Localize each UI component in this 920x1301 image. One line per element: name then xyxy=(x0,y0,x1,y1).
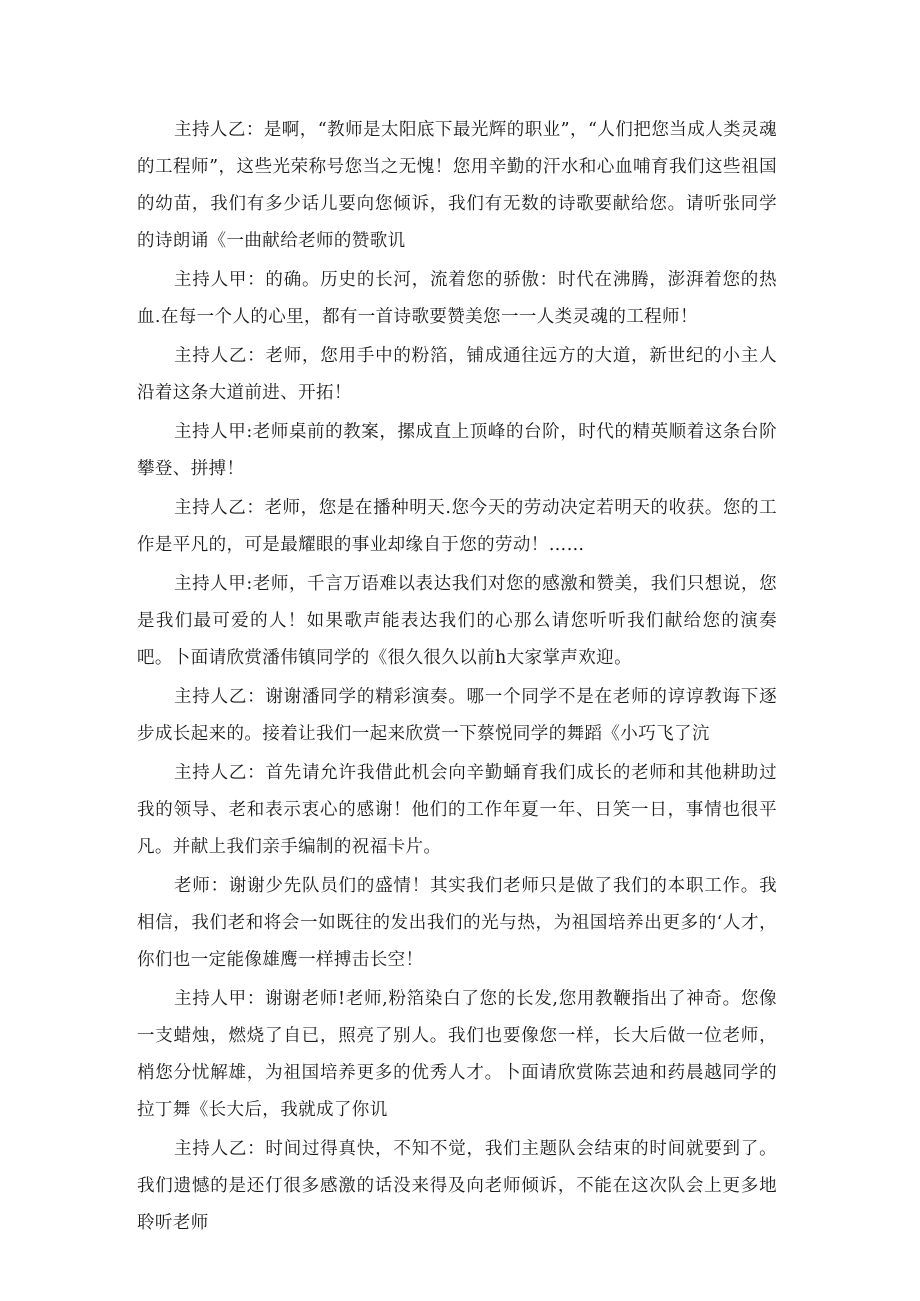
paragraph-3: 主持人乙：老师，您用手中的粉箔，铺成通往远方的大道，新世纪的小主人沿着这条大道前进、开拓！ xyxy=(137,346,777,403)
paragraph-9: 老师：谢谢少先队员们的盛情！其实我们老师只是做了我们的本职工作。我相信，我们老和将会一如既往的发出我们的光与热，为祖国培养出更多的‘人才，你们也一定能像雄鹰一样搏击长空！ xyxy=(137,876,777,970)
paragraph-5: 主持人乙：老师，您是在播种明天.您今天的劳动决定若明天的收获。您的工作是平凡的，可是最耀眼的事业却缘自于您的劳动！…… xyxy=(137,498,777,555)
paragraph-2: 主持人甲：的确。历史的长河，流着您的骄傲：时代在沸腾，澎湃着您的热血.在每一个人的心里，都有一首诗歌要赞美您一一人类灵魂的工程师！ xyxy=(137,270,777,327)
paragraph-8: 主持人乙：首先请允许我借此机会向辛勤蛹育我们成长的老师和其他耕助过我的领导、老和表示衷心的感谢！他们的工作年夏一年、日笑一日，事情也很平凡。并献上我们亲手编制的祝福卡片。 xyxy=(137,763,777,857)
paragraph-7: 主持人乙：谢谢潘同学的精彩演奏。哪一个同学不是在老师的谆谆教诲下逐步成长起来的。接着让我们一起来欣赏一下蔡悦同学的舞蹈《小巧飞了沆 xyxy=(137,687,777,744)
paragraph-10: 主持人甲：谢谢老师!老师,粉箔染白了您的长发,您用教鞭指出了神奇。您像一支蜡烛，燃烧了自已，照亮了别人。我们也要像您一样，长大后做一位老师，梢您分忧解雄，为祖国培养更多的优秀人才。卜面请欣赏陈芸迪和药晨越同学的拉丁舞《长大后，我就成了你讥 xyxy=(137,989,777,1120)
paragraph-4: 主持人甲:老师桌前的教案，摞成直上顶峰的台阶，时代的精英顺着这条台阶攀登、拼搏！ xyxy=(137,422,777,479)
paragraph-11: 主持人乙：时间过得真快，不知不觉，我们主题队会结束的时间就要到了。我们遗憾的是还仃很多感激的话没来得及向老师倾诉，不能在这次队会上更多地聆听老师 xyxy=(137,1139,777,1233)
document-page xyxy=(137,112,777,1244)
paragraph-6: 主持人甲:老师，千言万语难以表达我们对您的感激和赞美，我们只想说，您是我们最可爱的人！如果歌声能表达我们的心那么请您听听我们献给您的演奏吧。卜面请欣赏潘伟镇同学的《很久很久以前h大家掌声欢迎。 xyxy=(137,574,777,668)
paragraph-1: 主持人乙：是啊，“教师是太阳底下最光辉的职业”，“人们把您当成人类灵魂的工程师”，这些光荣称号您当之无愧！您用辛勤的汗水和心血哺育我们这些祖国的幼苗，我们有多少话儿要向您倾诉，我们有无数的诗歌要献给您。请听张同学的诗朗诵《一曲献给老师的赞歌讥 xyxy=(137,120,777,251)
